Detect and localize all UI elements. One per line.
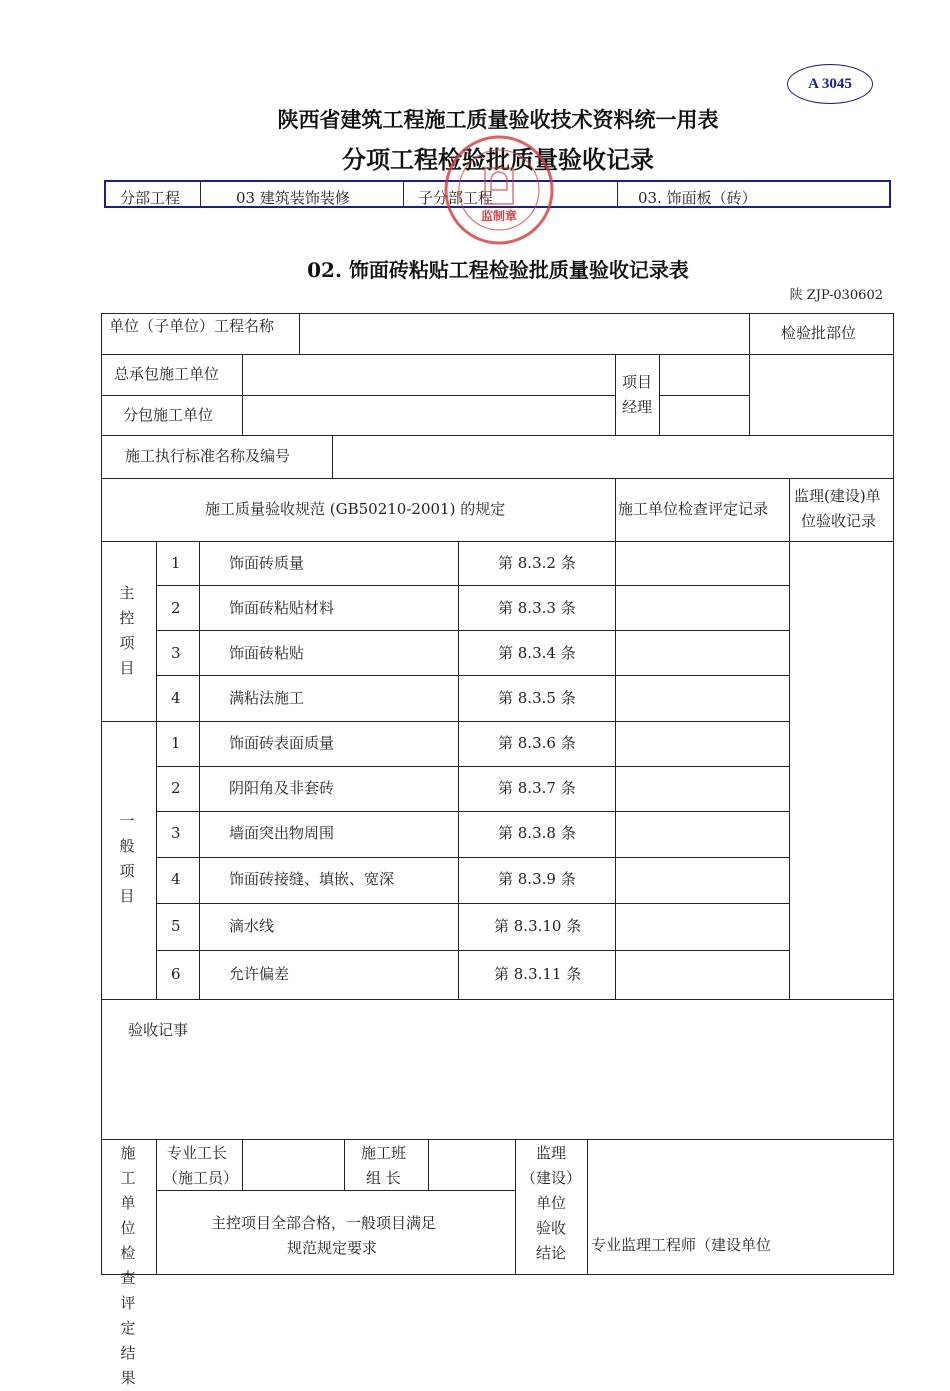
subdivision-value: 03. 饰面板（砖） <box>638 189 757 207</box>
form-number-badge: A 3045 <box>787 64 873 104</box>
standard-label: 施工执行标准名称及编号 <box>125 447 291 465</box>
document-title: 陕西省建筑工程施工质量验收技术资料统一用表 <box>277 107 719 132</box>
contractor-result-label: 施工 单位 检查 评定 结果 <box>120 1144 136 1387</box>
supervisor-record-header-2: 位验收记录 <box>801 512 877 530</box>
seal-label: 监制章 <box>480 209 517 223</box>
contractor-record-header: 施工单位检查评定记录 <box>618 500 769 518</box>
project-manager-label: 项目 <box>622 373 653 391</box>
foreman-label-2: （施工员） <box>163 1169 239 1187</box>
document-subtitle: 分项工程检验批质量验收记录 <box>342 145 654 174</box>
supervisor-record-header: 监理(建设)单 <box>794 487 881 505</box>
spec-header: 施工质量验收规范 (GB50210-2001) 的规定 <box>205 500 506 518</box>
supervisor-engineer-label: 专业监理工程师（建设单位 <box>591 1236 772 1254</box>
project-manager-label-2: 经理 <box>622 398 653 416</box>
acceptance-notes-label: 验收记事 <box>128 1021 189 1039</box>
general-group-label: 一 般 项 目 <box>119 812 135 905</box>
supervisor-conclusion-label: 监理 （建设） 单位 验收 结论 <box>520 1144 581 1262</box>
supervision-seal-icon <box>443 134 555 246</box>
division-label: 分部工程 <box>120 189 181 207</box>
division-value: 03 建筑装饰装修 <box>236 189 350 207</box>
unit-name-label: 单位（子单位）工程名称 <box>109 317 275 335</box>
table-title: 02. 饰面砖粘贴工程检验批质量验收记录表 <box>307 258 689 282</box>
subdivision-label: 子分部工程 <box>418 189 494 207</box>
main-control-group-label: 主 控 项 目 <box>119 584 135 677</box>
form-code: 陕 ZJP-030602 <box>789 288 883 303</box>
contractor-conclusion-2: 规范规定要求 <box>287 1239 378 1257</box>
contractor-conclusion: 主控项目全部合格，一般项目满足 <box>211 1214 437 1232</box>
team-leader-label-2: 组 长 <box>366 1169 401 1187</box>
team-leader-label: 施工班 <box>361 1144 407 1162</box>
inspection-record-table: 单位（子单位）工程名称 检验批部位 总承包施工单位 分包施工单位 项目 经理 施工执行标准名称及编号 施工质量验收规范 (GB50210-2001) 的规定 施工单位检查评定记录 监理(建设)单 位验收记录 主 控 项 目 一 般 项 目 1 饰面砖质量 第 8.3.2 条 2 饰面砖粘贴材料 第 8.3.3 条 3 饰面砖粘贴 第 8.3.4 条 4 满粘法施工 第 8.3.5 条 1 饰面砖表面质量 第 8.3.6 条 2 阴阳角及非套砖 第 8.3.7 条 3 墙面突出物周围 第 8.3.8 条 4 饰面砖接缝、填嵌、宽深 第 8.3.9 条 5 滴水线 第 8.3.10 条 6 允许偏差 第 8.3.11 条 验收记事 施工 单位 检查 评定 结果 专业工长 （施工员） 施工班 组 长 主控项目全部合格，一般项目满足 规范规定要求 监理 （建设） 单位 验收 结论 专业监理工程师（建设单位 <box>101 313 894 1275</box>
general-contractor-label: 总承包施工单位 <box>114 365 220 383</box>
subcontractor-label: 分包施工单位 <box>123 406 214 424</box>
foreman-label: 专业工长 <box>167 1144 228 1162</box>
batch-location-label: 检验批部位 <box>781 324 857 342</box>
